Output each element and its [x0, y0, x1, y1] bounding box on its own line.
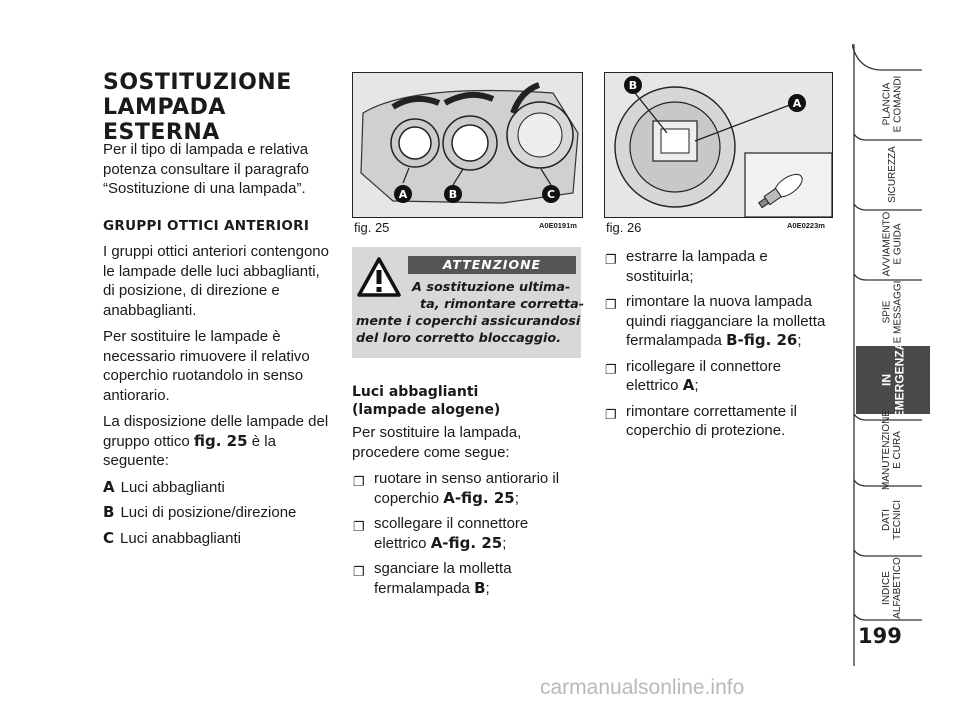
step-text: sganciare la molletta fermalampada: [374, 560, 512, 597]
step-reference: A-fig. 25: [430, 533, 503, 552]
tab-spie-e-messaggi[interactable]: [852, 280, 932, 344]
step-reference: A-fig. 25: [443, 488, 515, 507]
step-end: ;: [694, 377, 699, 394]
procedure-step: [352, 514, 584, 553]
tab-label: SICUREZZA: [886, 145, 898, 203]
page-title: [103, 70, 343, 145]
lamp-legend: [103, 478, 335, 549]
callout-a: A: [398, 188, 408, 201]
step-end: ;: [514, 489, 519, 507]
step-end: ;: [502, 534, 507, 552]
legend-key: A: [103, 477, 115, 496]
procedure-step: [604, 357, 832, 396]
tab-label: IN EMERGENZA: [879, 341, 907, 419]
paragraph-3-text-end: è la seguente:: [103, 432, 276, 469]
callout-a: A: [792, 97, 802, 110]
page-number: 199: [858, 624, 902, 648]
checkbox-icon: ❐: [353, 474, 365, 489]
figure-25-image: [352, 72, 583, 218]
callout-b: B: [628, 79, 638, 92]
procedure-step: [604, 247, 832, 286]
warning-text-line-1: A sostituzione ultima-: [412, 280, 571, 295]
watermark: carmanualsonline.info: [540, 676, 745, 699]
checkbox-icon: ❐: [605, 297, 617, 312]
headlight-illustration: [353, 73, 582, 217]
legend-label: Luci anabbaglianti: [120, 529, 241, 547]
legend-item: [103, 503, 335, 523]
column-3: [604, 247, 832, 447]
step-reference: B-fig. 26: [726, 331, 798, 349]
tab-dati-tecnici[interactable]: [852, 488, 932, 552]
figure-25-caption: fig. 25: [354, 220, 390, 235]
checkbox-icon: ❐: [353, 519, 365, 534]
figure-25-code: A0E0191m: [539, 221, 577, 230]
tab-label: INDICE ALFABETICO: [881, 557, 903, 619]
legend-label: Luci di posizione/direzione: [120, 504, 297, 521]
paragraph-1: I gruppi ottici anteriori contengono le lampade delle luci abbaglianti, di posizione, di direzione e anabbaglianti.: [103, 243, 329, 319]
figure-26-image: [604, 72, 833, 218]
legend-key: C: [103, 528, 115, 547]
column-1: [103, 140, 335, 554]
warning-triangle-icon: [357, 256, 401, 298]
procedure-step: [604, 402, 832, 441]
tab-sicurezza[interactable]: [852, 142, 932, 206]
step-text: estrarre la lampada e sostituirla;: [626, 248, 768, 285]
step-end: ;: [797, 332, 802, 349]
warning-text-line-4: del loro corretto bloccaggio.: [356, 331, 562, 346]
intro-paragraph: Per il tipo di lampada e relativa potenza consultare il paragrafo “Sostituzione di una lampada”.: [103, 141, 309, 197]
checkbox-icon: ❐: [605, 361, 617, 377]
tab-label: AVVIAMENTO E GUIDA: [881, 211, 903, 277]
tab-label: MANUTENZIONE E CURA: [881, 410, 903, 490]
figure-26-code: A0E0223m: [787, 221, 825, 230]
procedure-heading-line-2: (lampade alogene): [352, 402, 501, 418]
paragraph-3-text: La disposizione delle lampade del gruppo ottico: [103, 413, 329, 450]
legend-item: [103, 478, 335, 498]
warning-text-line-2: ta, rimontare corretta-: [420, 297, 585, 312]
step-text: rimontare la nuova lampada quindi riagganciare la molletta fermalampada: [626, 293, 826, 349]
callout-b: B: [448, 188, 458, 201]
legend-key: B: [103, 503, 115, 521]
column-2: [352, 383, 584, 604]
callout-c: C: [546, 188, 556, 201]
paragraph-3: [103, 412, 335, 471]
title-line-2: LAMPADA ESTERNA: [103, 95, 226, 145]
checkbox-icon: ❐: [605, 406, 617, 422]
section-heading: GRUPPI OTTICI ANTERIORI: [103, 217, 310, 234]
procedure-steps-continued: [604, 247, 832, 441]
tab-in-emergenza[interactable]: [856, 341, 930, 419]
procedure-steps: [352, 469, 584, 598]
step-end: ;: [485, 579, 490, 597]
legend-label: Luci abbaglianti: [120, 478, 225, 496]
step-reference: A: [682, 376, 695, 394]
warning-label: ATTENZIONE: [408, 256, 576, 274]
procedure-heading-line-1: Luci abbaglianti: [352, 384, 479, 400]
figure-reference: fig. 25: [193, 431, 248, 450]
tab-indice-alfabetico[interactable]: [852, 556, 932, 620]
tab-label: SPIE E MESSAGGI: [880, 280, 903, 344]
chapter-tabs: [852, 44, 960, 666]
checkbox-icon: ❐: [605, 252, 617, 267]
procedure-intro: Per sostituire la lampada, procedere come segue:: [352, 424, 522, 461]
tab-label: DATI TECNICI: [881, 500, 903, 540]
procedure-step: [352, 469, 584, 508]
title-line-1: SOSTITUZIONE: [103, 70, 292, 95]
bulb-replacement-illustration: [605, 73, 832, 217]
tab-plancia-e-comandi[interactable]: [852, 72, 932, 136]
step-text: ruotare in senso antiorario il coperchio: [374, 470, 560, 507]
paragraph-2: Per sostituire le lampade è necessario rimuovere il relativo coperchio ruotandolo in senso antiorario.: [103, 328, 310, 404]
procedure-step: [604, 292, 832, 351]
legend-item: [103, 529, 335, 549]
tab-label: PLANCIA E COMANDI: [880, 75, 903, 133]
figure-26-caption: fig. 26: [606, 220, 642, 235]
tab-manutenzione-e-cura[interactable]: [852, 410, 932, 490]
procedure-step: [352, 559, 584, 598]
step-text: rimontare correttamente il coperchio di protezione.: [626, 402, 797, 439]
step-text: ricollegare il connettore elettrico: [626, 357, 782, 394]
tab-avviamento-e-guida[interactable]: [852, 212, 932, 276]
warning-text-line-3: mente i coperchi assicurandosi: [356, 314, 581, 329]
checkbox-icon: ❐: [353, 564, 365, 579]
step-reference: B: [474, 578, 486, 597]
step-text: scollegare il connettore elettrico: [374, 515, 529, 552]
